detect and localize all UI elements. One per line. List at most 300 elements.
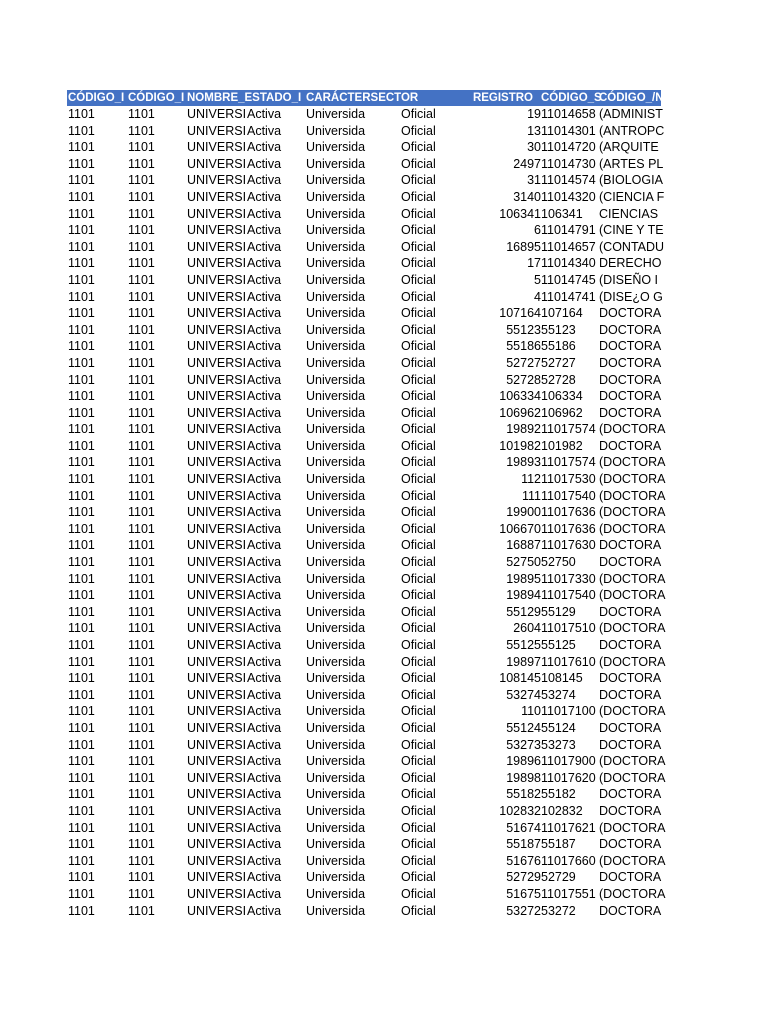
cell-nombre-programa[interactable]: DOCTORA [599, 372, 662, 387]
cell-sector[interactable]: Oficial [401, 189, 436, 204]
cell-nombre-institucion[interactable]: UNIVERSI [187, 720, 247, 735]
cell-codigo-snies[interactable]: 55186 [541, 339, 576, 354]
cell-sector[interactable]: Oficial [401, 837, 436, 852]
cell-nombre-programa[interactable]: DOCTORA [599, 803, 662, 818]
cell-caracter[interactable]: Universida [306, 787, 366, 802]
cell-caracter[interactable]: Universida [306, 389, 366, 404]
cell-estado[interactable]: Activa [247, 538, 282, 553]
cell-registro[interactable]: 108145 [499, 671, 541, 686]
cell-codigo-institucion-padre[interactable]: 1101 [128, 803, 155, 818]
cell-codigo-institucion[interactable]: 1101 [68, 389, 95, 404]
cell-codigo-snies[interactable]: 11014574 [541, 173, 596, 188]
cell-estado[interactable]: Activa [247, 322, 282, 337]
cell-nombre-programa[interactable]: DOCTORA [599, 389, 662, 404]
cell-registro[interactable]: 2497 [513, 156, 541, 171]
cell-nombre-programa[interactable]: (DOCTORA [599, 754, 666, 769]
cell-estado[interactable]: Activa [247, 256, 282, 271]
cell-codigo-institucion[interactable]: 1101 [68, 754, 95, 769]
cell-codigo-institucion[interactable]: 1101 [68, 521, 95, 536]
header-cell[interactable]: CÓDIGO_I [128, 92, 185, 104]
cell-nombre-programa[interactable]: (DOCTORA [599, 472, 666, 487]
cell-estado[interactable]: Activa [247, 223, 282, 238]
cell-registro[interactable]: 55187 [506, 837, 541, 852]
cell-registro[interactable]: 4 [534, 289, 541, 304]
cell-estado[interactable]: Activa [247, 189, 282, 204]
cell-estado[interactable]: Activa [247, 903, 282, 918]
cell-estado[interactable]: Activa [247, 123, 282, 138]
cell-codigo-snies[interactable]: 11017100 [541, 704, 596, 719]
cell-sector[interactable]: Oficial [401, 638, 436, 652]
cell-nombre-institucion[interactable]: UNIVERSI [187, 272, 247, 287]
cell-sector[interactable]: Oficial [401, 488, 436, 503]
cell-caracter[interactable]: Universida [306, 289, 366, 304]
cell-nombre-institucion[interactable]: UNIVERSI [187, 654, 247, 669]
cell-estado[interactable]: Activa [247, 720, 282, 735]
cell-codigo-institucion-padre[interactable]: 1101 [128, 189, 155, 204]
cell-sector[interactable]: Oficial [401, 770, 436, 785]
cell-sector[interactable]: Oficial [401, 438, 436, 453]
cell-sector[interactable]: Oficial [401, 107, 436, 121]
cell-estado[interactable]: Activa [247, 803, 282, 818]
cell-codigo-snies[interactable]: 55125 [541, 638, 576, 652]
cell-nombre-programa[interactable]: DOCTORA [599, 604, 662, 619]
cell-registro[interactable]: 6 [534, 223, 541, 238]
cell-caracter[interactable]: Universida [306, 654, 366, 669]
cell-codigo-institucion[interactable]: 1101 [68, 704, 95, 719]
cell-estado[interactable]: Activa [247, 654, 282, 669]
cell-nombre-programa[interactable]: (ANTROPC [599, 123, 665, 138]
cell-codigo-institucion[interactable]: 1101 [68, 604, 95, 619]
cell-codigo-institucion-padre[interactable]: 1101 [128, 455, 155, 470]
cell-estado[interactable]: Activa [247, 837, 282, 852]
cell-nombre-programa[interactable]: (DOCTORA [599, 704, 666, 719]
cell-codigo-snies[interactable]: 106334 [541, 389, 583, 404]
cell-nombre-programa[interactable]: (ARQUITE [599, 140, 659, 155]
cell-codigo-institucion-padre[interactable]: 1101 [128, 555, 155, 570]
cell-registro[interactable]: 106670 [499, 521, 541, 536]
cell-sector[interactable]: Oficial [401, 671, 436, 686]
cell-estado[interactable]: Activa [247, 156, 282, 171]
cell-nombre-programa[interactable]: DOCTORA [599, 355, 662, 370]
cell-codigo-institucion-padre[interactable]: 1101 [128, 389, 155, 404]
cell-nombre-institucion[interactable]: UNIVERSI [187, 521, 247, 536]
cell-estado[interactable]: Activa [247, 306, 282, 321]
cell-codigo-snies[interactable]: 11017574 [541, 455, 596, 470]
cell-codigo-snies[interactable]: 106341 [541, 206, 583, 221]
cell-registro[interactable]: 19895 [506, 571, 541, 586]
cell-codigo-institucion-padre[interactable]: 1101 [128, 173, 155, 188]
cell-nombre-institucion[interactable]: UNIVERSI [187, 156, 247, 171]
cell-registro[interactable]: 16887 [506, 538, 541, 553]
cell-nombre-programa[interactable]: DOCTORA [599, 737, 662, 752]
cell-registro[interactable]: 55123 [506, 322, 541, 337]
cell-caracter[interactable]: Universida [306, 770, 366, 785]
cell-codigo-institucion-padre[interactable]: 1101 [128, 140, 155, 155]
cell-estado[interactable]: Activa [247, 737, 282, 752]
cell-codigo-institucion[interactable]: 1101 [68, 671, 95, 686]
cell-codigo-institucion[interactable]: 1101 [68, 720, 95, 735]
cell-caracter[interactable]: Universida [306, 505, 366, 520]
cell-nombre-institucion[interactable]: UNIVERSI [187, 223, 247, 238]
cell-nombre-institucion[interactable]: UNIVERSI [187, 555, 247, 570]
cell-caracter[interactable]: Universida [306, 256, 366, 271]
cell-caracter[interactable]: Universida [306, 140, 366, 155]
cell-codigo-snies[interactable]: 11017636 [541, 521, 596, 536]
cell-codigo-institucion[interactable]: 1101 [68, 538, 95, 553]
cell-nombre-institucion[interactable]: UNIVERSI [187, 903, 247, 918]
cell-registro[interactable]: 19893 [506, 455, 541, 470]
cell-caracter[interactable]: Universida [306, 521, 366, 536]
cell-codigo-institucion[interactable]: 1101 [68, 156, 95, 171]
cell-codigo-institucion[interactable]: 1101 [68, 239, 95, 254]
cell-codigo-institucion[interactable]: 1101 [68, 206, 95, 221]
cell-registro[interactable]: 55186 [506, 339, 541, 354]
cell-codigo-institucion[interactable]: 1101 [68, 372, 95, 387]
cell-codigo-snies[interactable]: 11017510 [541, 621, 596, 636]
cell-sector[interactable]: Oficial [401, 704, 436, 719]
cell-caracter[interactable]: Universida [306, 472, 366, 487]
cell-registro[interactable]: 112 [521, 472, 541, 487]
cell-codigo-institucion[interactable]: 1101 [68, 820, 95, 835]
cell-sector[interactable]: Oficial [401, 505, 436, 520]
cell-codigo-institucion[interactable]: 1101 [68, 571, 95, 586]
cell-registro[interactable]: 16895 [506, 239, 541, 254]
cell-codigo-snies[interactable]: 11014791 [541, 223, 596, 238]
cell-nombre-programa[interactable]: (DOCTORA [599, 505, 666, 520]
cell-sector[interactable]: Oficial [401, 720, 436, 735]
cell-registro[interactable]: 106341 [499, 206, 541, 221]
cell-sector[interactable]: Oficial [401, 156, 436, 171]
cell-codigo-institucion-padre[interactable]: 1101 [128, 322, 155, 337]
cell-caracter[interactable]: Universida [306, 206, 366, 221]
cell-nombre-programa[interactable]: (CONTADU [599, 239, 665, 254]
cell-codigo-institucion[interactable]: 1101 [68, 638, 95, 652]
cell-estado[interactable]: Activa [247, 339, 282, 354]
cell-nombre-institucion[interactable]: UNIVERSI [187, 687, 247, 702]
cell-nombre-institucion[interactable]: UNIVERSI [187, 256, 247, 271]
cell-registro[interactable]: 13 [527, 123, 541, 138]
cell-codigo-institucion[interactable]: 1101 [68, 173, 95, 188]
cell-codigo-institucion-padre[interactable]: 1101 [128, 355, 155, 370]
cell-caracter[interactable]: Universida [306, 189, 366, 204]
cell-codigo-snies[interactable]: 106962 [541, 405, 583, 420]
cell-nombre-institucion[interactable]: UNIVERSI [187, 671, 247, 686]
cell-codigo-snies[interactable]: 11017900 [541, 754, 596, 769]
cell-codigo-institucion-padre[interactable]: 1101 [128, 621, 155, 636]
cell-codigo-snies[interactable]: 11017330 [541, 571, 596, 586]
cell-estado[interactable]: Activa [247, 770, 282, 785]
cell-estado[interactable]: Activa [247, 405, 282, 420]
cell-codigo-snies[interactable]: 107164 [541, 306, 583, 321]
cell-codigo-snies[interactable]: 52728 [541, 372, 576, 387]
cell-nombre-institucion[interactable]: UNIVERSI [187, 770, 247, 785]
cell-nombre-institucion[interactable]: UNIVERSI [187, 206, 247, 221]
cell-codigo-snies[interactable]: 11017636 [541, 505, 596, 520]
cell-codigo-institucion-padre[interactable]: 1101 [128, 339, 155, 354]
cell-codigo-institucion-padre[interactable]: 1101 [128, 107, 155, 121]
cell-codigo-institucion-padre[interactable]: 1101 [128, 853, 155, 868]
cell-codigo-institucion[interactable]: 1101 [68, 405, 95, 420]
header-cell[interactable]: NOMBRE_ESTADO_I [187, 92, 302, 104]
cell-codigo-institucion-padre[interactable]: 1101 [128, 256, 155, 271]
cell-nombre-programa[interactable]: (DOCTORA [599, 820, 666, 835]
cell-registro[interactable]: 110 [521, 704, 541, 719]
cell-codigo-snies[interactable]: 11014657 [541, 239, 596, 254]
cell-nombre-programa[interactable]: DOCTORA [599, 837, 662, 852]
cell-nombre-programa[interactable]: (DOCTORA [599, 521, 666, 536]
cell-caracter[interactable]: Universida [306, 372, 366, 387]
cell-nombre-programa[interactable]: DOCTORA [599, 322, 662, 337]
cell-codigo-institucion[interactable]: 1101 [68, 223, 95, 238]
cell-registro[interactable]: 19896 [506, 754, 541, 769]
cell-nombre-institucion[interactable]: UNIVERSI [187, 372, 247, 387]
cell-codigo-institucion[interactable]: 1101 [68, 555, 95, 570]
cell-codigo-institucion[interactable]: 1101 [68, 306, 95, 321]
cell-registro[interactable]: 51674 [506, 820, 541, 835]
cell-caracter[interactable]: Universida [306, 903, 366, 918]
cell-sector[interactable]: Oficial [401, 256, 436, 271]
cell-nombre-institucion[interactable]: UNIVERSI [187, 173, 247, 188]
cell-nombre-institucion[interactable]: UNIVERSI [187, 787, 247, 802]
cell-codigo-institucion-padre[interactable]: 1101 [128, 488, 155, 503]
cell-nombre-programa[interactable]: (ADMINIST [599, 107, 663, 121]
cell-nombre-institucion[interactable]: UNIVERSI [187, 339, 247, 354]
cell-registro[interactable]: 51675 [506, 886, 541, 901]
cell-nombre-programa[interactable]: DOCTORA [599, 405, 662, 420]
cell-registro[interactable]: 19 [527, 107, 541, 121]
cell-codigo-institucion[interactable]: 1101 [68, 737, 95, 752]
cell-estado[interactable]: Activa [247, 389, 282, 404]
cell-sector[interactable]: Oficial [401, 555, 436, 570]
cell-caracter[interactable]: Universida [306, 272, 366, 287]
cell-estado[interactable]: Activa [247, 438, 282, 453]
cell-sector[interactable]: Oficial [401, 886, 436, 901]
cell-nombre-institucion[interactable]: UNIVERSI [187, 737, 247, 752]
cell-nombre-programa[interactable]: (DISEÑO I [599, 272, 659, 287]
cell-registro[interactable]: 51676 [506, 853, 541, 868]
cell-sector[interactable]: Oficial [401, 206, 436, 221]
cell-registro[interactable]: 52728 [506, 372, 541, 387]
cell-estado[interactable]: Activa [247, 853, 282, 868]
cell-caracter[interactable]: Universida [306, 720, 366, 735]
cell-sector[interactable]: Oficial [401, 322, 436, 337]
cell-nombre-institucion[interactable]: UNIVERSI [187, 140, 247, 155]
cell-codigo-institucion-padre[interactable]: 1101 [128, 720, 155, 735]
cell-registro[interactable]: 19897 [506, 654, 541, 669]
cell-sector[interactable]: Oficial [401, 289, 436, 304]
cell-estado[interactable]: Activa [247, 289, 282, 304]
cell-nombre-institucion[interactable]: UNIVERSI [187, 588, 247, 603]
cell-nombre-programa[interactable]: CIENCIAS [599, 206, 659, 221]
cell-caracter[interactable]: Universida [306, 837, 366, 852]
cell-estado[interactable]: Activa [247, 472, 282, 487]
cell-codigo-institucion-padre[interactable]: 1101 [128, 372, 155, 387]
cell-nombre-programa[interactable]: (BIOLOGIA [599, 173, 663, 188]
cell-nombre-programa[interactable]: (DOCTORA [599, 886, 666, 901]
cell-nombre-institucion[interactable]: UNIVERSI [187, 189, 247, 204]
cell-nombre-institucion[interactable]: UNIVERSI [187, 704, 247, 719]
cell-codigo-snies[interactable]: 11014741 [541, 289, 596, 304]
cell-estado[interactable]: Activa [247, 638, 282, 652]
cell-nombre-institucion[interactable]: UNIVERSI [187, 455, 247, 470]
cell-registro[interactable]: 19892 [506, 422, 541, 437]
cell-codigo-snies[interactable]: 55129 [541, 604, 576, 619]
cell-nombre-institucion[interactable]: UNIVERSI [187, 289, 247, 304]
cell-nombre-programa[interactable]: DERECHO [599, 256, 662, 271]
cell-codigo-institucion[interactable]: 1101 [68, 422, 95, 437]
cell-codigo-snies[interactable]: 11014720 [541, 140, 596, 155]
cell-caracter[interactable]: Universida [306, 704, 366, 719]
cell-nombre-programa[interactable]: (DOCTORA [599, 853, 666, 868]
cell-codigo-snies[interactable]: 101982 [541, 438, 583, 453]
cell-codigo-snies[interactable]: 55182 [541, 787, 576, 802]
header-cell[interactable]: CARÁCTERSECTOR [306, 92, 419, 104]
cell-codigo-institucion-padre[interactable]: 1101 [128, 306, 155, 321]
cell-codigo-snies[interactable]: 52727 [541, 355, 576, 370]
cell-nombre-programa[interactable]: (DOCTORA [599, 571, 666, 586]
cell-codigo-institucion-padre[interactable]: 1101 [128, 571, 155, 586]
cell-codigo-institucion[interactable]: 1101 [68, 687, 95, 702]
cell-sector[interactable]: Oficial [401, 737, 436, 752]
cell-nombre-programa[interactable]: (DOCTORA [599, 621, 666, 636]
cell-estado[interactable]: Activa [247, 239, 282, 254]
cell-codigo-institucion[interactable]: 1101 [68, 289, 95, 304]
cell-codigo-snies[interactable]: 11014320 [541, 189, 596, 204]
cell-sector[interactable]: Oficial [401, 389, 436, 404]
cell-codigo-institucion[interactable]: 1101 [68, 272, 95, 287]
cell-nombre-programa[interactable]: (DOCTORA [599, 770, 666, 785]
cell-nombre-programa[interactable]: (DOCTORA [599, 488, 666, 503]
cell-codigo-institucion-padre[interactable]: 1101 [128, 505, 155, 520]
cell-nombre-programa[interactable]: DOCTORA [599, 438, 662, 453]
cell-codigo-institucion[interactable]: 1101 [68, 322, 95, 337]
cell-estado[interactable]: Activa [247, 272, 282, 287]
cell-codigo-institucion-padre[interactable]: 1101 [128, 422, 155, 437]
cell-codigo-snies[interactable]: 52750 [541, 555, 576, 570]
cell-nombre-institucion[interactable]: UNIVERSI [187, 239, 247, 254]
cell-estado[interactable]: Activa [247, 787, 282, 802]
cell-codigo-snies[interactable]: 11014730 [541, 156, 596, 171]
cell-nombre-institucion[interactable]: UNIVERSI [187, 355, 247, 370]
cell-nombre-institucion[interactable]: UNIVERSI [187, 322, 247, 337]
cell-nombre-programa[interactable]: (ARTES PL [599, 156, 664, 171]
cell-codigo-institucion-padre[interactable]: 1101 [128, 870, 155, 885]
cell-codigo-snies[interactable]: 11017540 [541, 588, 596, 603]
cell-caracter[interactable]: Universida [306, 173, 366, 188]
cell-estado[interactable]: Activa [247, 173, 282, 188]
cell-sector[interactable]: Oficial [401, 339, 436, 354]
cell-codigo-snies[interactable]: 11017551 [541, 886, 596, 901]
cell-codigo-snies[interactable]: 55123 [541, 322, 576, 337]
cell-codigo-institucion[interactable]: 1101 [68, 472, 95, 487]
cell-caracter[interactable]: Universida [306, 754, 366, 769]
cell-nombre-institucion[interactable]: UNIVERSI [187, 886, 247, 901]
header-cell[interactable]: CÓDIGO_/NOMBRE_ [599, 92, 713, 104]
cell-codigo-institucion-padre[interactable]: 1101 [128, 438, 155, 453]
cell-codigo-institucion[interactable]: 1101 [68, 853, 95, 868]
cell-caracter[interactable]: Universida [306, 488, 366, 503]
cell-sector[interactable]: Oficial [401, 820, 436, 835]
cell-sector[interactable]: Oficial [401, 472, 436, 487]
cell-caracter[interactable]: Universida [306, 571, 366, 586]
cell-caracter[interactable]: Universida [306, 555, 366, 570]
cell-nombre-programa[interactable]: (DISE¿O G [599, 289, 663, 304]
cell-registro[interactable]: 19898 [506, 770, 541, 785]
cell-estado[interactable]: Activa [247, 206, 282, 221]
cell-codigo-institucion[interactable]: 1101 [68, 621, 95, 636]
cell-caracter[interactable]: Universida [306, 671, 366, 686]
cell-codigo-institucion[interactable]: 1101 [68, 787, 95, 802]
cell-caracter[interactable]: Universida [306, 405, 366, 420]
cell-nombre-institucion[interactable]: UNIVERSI [187, 107, 247, 121]
cell-registro[interactable]: 53274 [506, 687, 541, 702]
cell-estado[interactable]: Activa [247, 505, 282, 520]
cell-nombre-institucion[interactable]: UNIVERSI [187, 621, 247, 636]
cell-sector[interactable]: Oficial [401, 239, 436, 254]
cell-nombre-programa[interactable]: (CIENCIA F [599, 189, 665, 204]
cell-nombre-institucion[interactable]: UNIVERSI [187, 488, 247, 503]
cell-sector[interactable]: Oficial [401, 687, 436, 702]
cell-nombre-programa[interactable]: DOCTORA [599, 555, 662, 570]
cell-estado[interactable]: Activa [247, 604, 282, 619]
cell-codigo-institucion[interactable]: 1101 [68, 438, 95, 453]
cell-nombre-programa[interactable]: (DOCTORA [599, 422, 666, 437]
cell-registro[interactable]: 52729 [506, 870, 541, 885]
cell-codigo-institucion-padre[interactable]: 1101 [128, 239, 155, 254]
cell-sector[interactable]: Oficial [401, 654, 436, 669]
cell-registro[interactable]: 102832 [499, 803, 541, 818]
cell-codigo-institucion[interactable]: 1101 [68, 339, 95, 354]
cell-codigo-institucion-padre[interactable]: 1101 [128, 737, 155, 752]
cell-registro[interactable]: 53273 [506, 737, 541, 752]
cell-codigo-institucion-padre[interactable]: 1101 [128, 704, 155, 719]
cell-sector[interactable]: Oficial [401, 372, 436, 387]
header-cell[interactable]: REGISTRO [472, 92, 533, 104]
cell-nombre-programa[interactable]: (CINE Y TE [599, 223, 664, 238]
cell-codigo-snies[interactable]: 53273 [541, 737, 576, 752]
cell-sector[interactable]: Oficial [401, 422, 436, 437]
cell-sector[interactable]: Oficial [401, 621, 436, 636]
cell-codigo-institucion[interactable]: 1101 [68, 803, 95, 818]
cell-codigo-institucion[interactable]: 1101 [68, 140, 95, 155]
cell-registro[interactable]: 3140 [513, 189, 541, 204]
cell-caracter[interactable]: Universida [306, 123, 366, 138]
cell-registro[interactable]: 55129 [506, 604, 541, 619]
cell-caracter[interactable]: Universida [306, 687, 366, 702]
cell-caracter[interactable]: Universida [306, 306, 366, 321]
cell-estado[interactable]: Activa [247, 555, 282, 570]
cell-sector[interactable]: Oficial [401, 754, 436, 769]
cell-codigo-institucion[interactable]: 1101 [68, 505, 95, 520]
cell-codigo-snies[interactable]: 11017621 [541, 820, 596, 835]
cell-codigo-snies[interactable]: 52729 [541, 870, 576, 885]
cell-caracter[interactable]: Universida [306, 107, 366, 121]
cell-sector[interactable]: Oficial [401, 803, 436, 818]
cell-nombre-institucion[interactable]: UNIVERSI [187, 438, 247, 453]
cell-nombre-institucion[interactable]: UNIVERSI [187, 853, 247, 868]
cell-registro[interactable]: 17 [527, 256, 541, 271]
cell-nombre-institucion[interactable]: UNIVERSI [187, 505, 247, 520]
cell-nombre-programa[interactable]: DOCTORA [599, 339, 662, 354]
cell-caracter[interactable]: Universida [306, 886, 366, 901]
cell-codigo-institucion[interactable]: 1101 [68, 189, 95, 204]
cell-estado[interactable]: Activa [247, 870, 282, 885]
cell-caracter[interactable]: Universida [306, 322, 366, 337]
cell-codigo-institucion-padre[interactable]: 1101 [128, 787, 155, 802]
cell-codigo-institucion-padre[interactable]: 1101 [128, 837, 155, 852]
cell-caracter[interactable]: Universida [306, 355, 366, 370]
cell-codigo-institucion[interactable]: 1101 [68, 903, 95, 918]
